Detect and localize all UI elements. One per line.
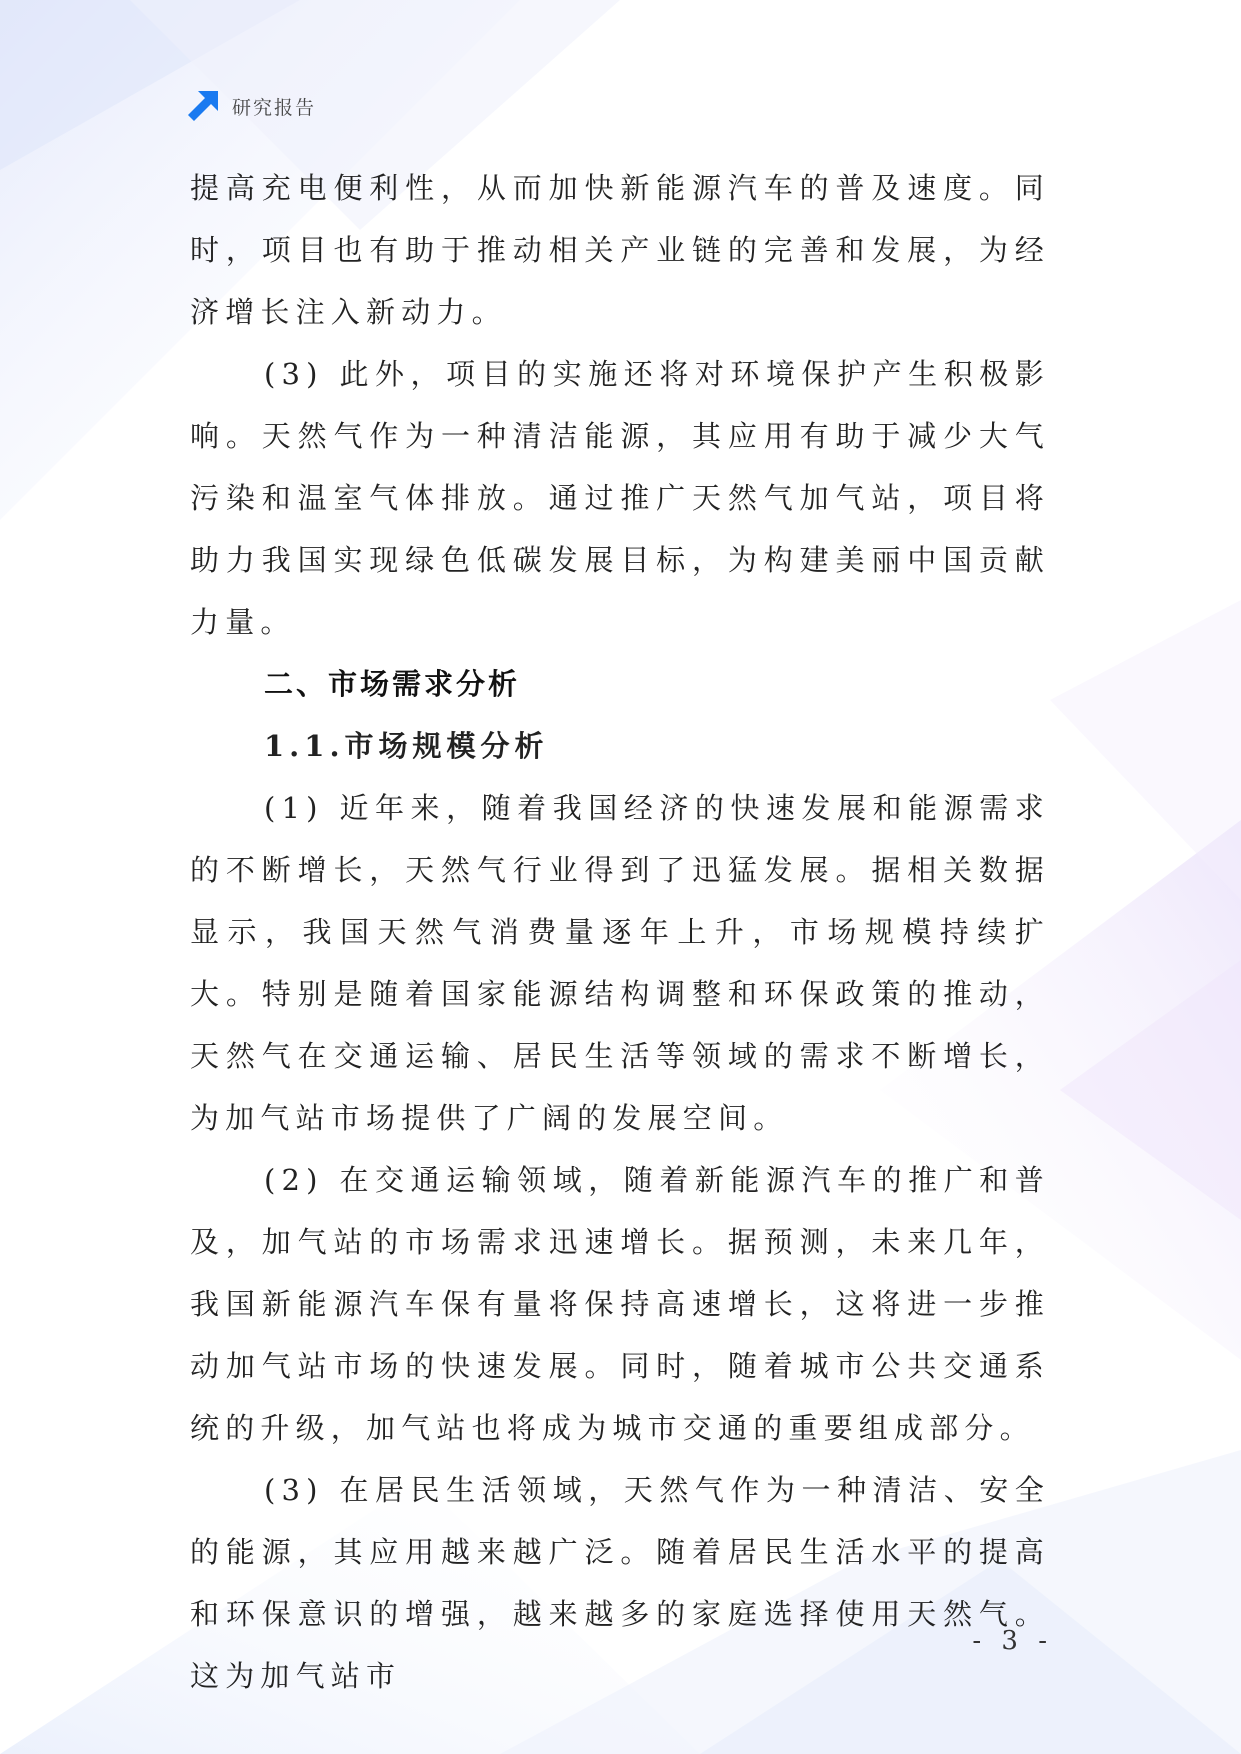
report-header [186, 88, 316, 124]
paragraph-market-3: (3) 在居民生活领域，天然气作为一种清洁、安全的能源，其应用越来越广泛。随着居民生活水平的提高和环保意识的增强，越来越多的家庭选择使用天然气。这为加气站市 [190, 1473, 1050, 1693]
page-number: - 3 - [972, 1626, 1053, 1656]
arrow-up-right-icon [186, 89, 220, 123]
document-body [190, 157, 1050, 1707]
paragraph-continuation: 提高充电便利性，从而加快新能源汽车的普及速度。同时，项目也有助于推动相关产业链的完善和发展，为经济增长注入新动力。 [190, 171, 1050, 329]
paragraph-environment: (3) 此外，项目的实施还将对环境保护产生积极影响。天然气作为一种清洁能源，其应用有助于减少大气污染和温室气体排放。通过推广天然气加气站，项目将助力我国实现绿色低碳发展目标，为构建美丽中国贡献力量。 [190, 357, 1050, 639]
header-title: 研究报告 [232, 96, 317, 119]
section-heading: 二、市场需求分析 [264, 667, 521, 701]
subsection-heading: 1.1.市场规模分析 [264, 729, 549, 763]
paragraph-market-2: (2) 在交通运输领域，随着新能源汽车的推广和普及，加气站的市场需求迅速增长。据预测，未来几年，我国新能源汽车保有量将保持高速增长，这将进一步推动加气站市场的快速发展。同时，随着城市公共交通系统的升级，加气站也将成为城市交通的重要组成部分。 [190, 1163, 1050, 1445]
paragraph-market-1: (1) 近年来，随着我国经济的快速发展和能源需求的不断增长，天然气行业得到了迅猛发展。据相关数据显示，我国天然气消费量逐年上升，市场规模持续扩大。特别是随着国家能源结构调整和环保政策的推动，天然气在交通运输、居民生活等领域的需求不断增长，为加气站市场提供了广阔的发展空间。 [190, 791, 1050, 1135]
